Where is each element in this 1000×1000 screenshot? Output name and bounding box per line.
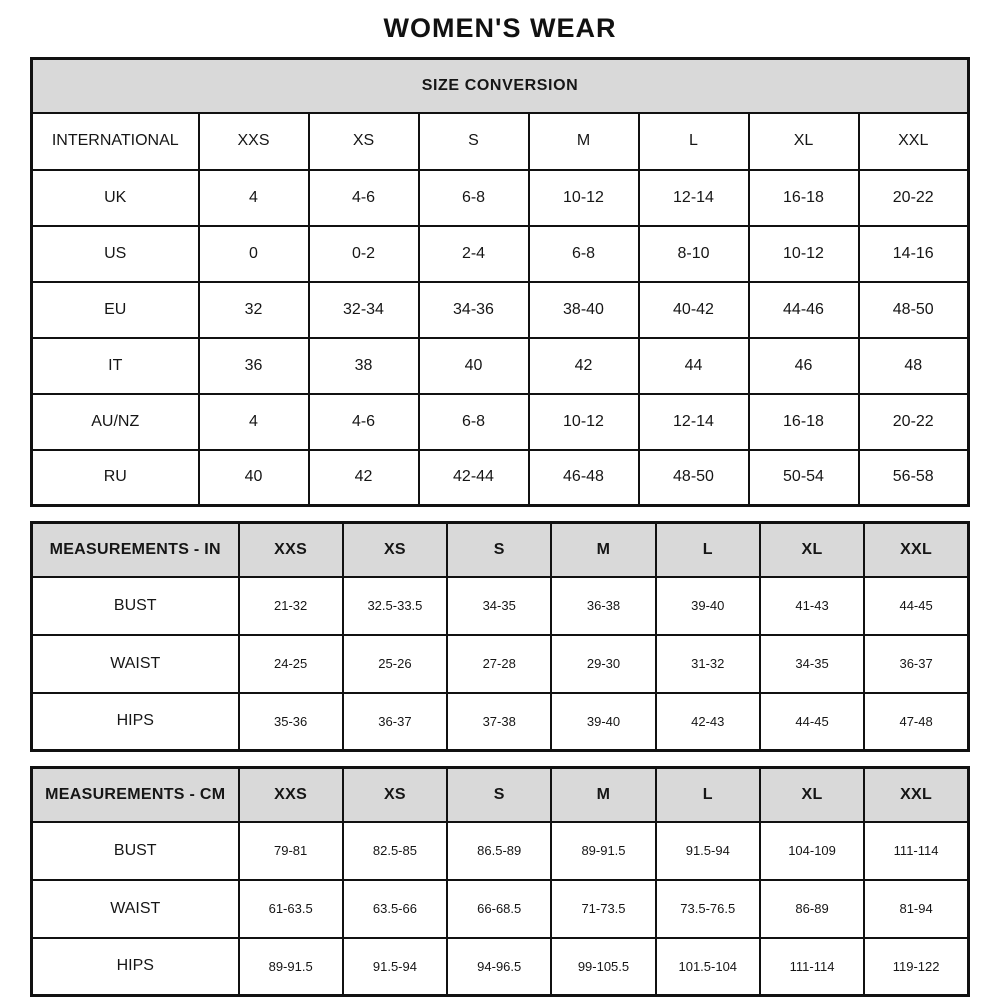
row-label: WAIST [32,880,239,938]
table-cell: 27-28 [447,635,551,693]
table-cell: 42-43 [656,693,760,751]
column-header: S [419,113,529,170]
table-row [32,768,969,822]
table-cell: 91.5-94 [343,938,447,996]
column-header: XS [309,113,419,170]
column-header: S [447,768,551,822]
column-header: M [529,113,639,170]
table-cell: 14-16 [859,226,969,282]
table-cell: 56-58 [859,450,969,506]
table-cell: 48 [859,338,969,394]
table-cell: 48-50 [639,450,749,506]
column-header: L [639,113,749,170]
table-cell: 10-12 [529,394,639,450]
table-cell: 36-38 [551,577,655,635]
table-cell: 63.5-66 [343,880,447,938]
table-cell: 4-6 [309,394,419,450]
table-cell: 38-40 [529,282,639,338]
table-cell: 66-68.5 [447,880,551,938]
measure-title: MEASUREMENTS - CM [32,768,239,822]
table-cell: 32.5-33.5 [343,577,447,635]
table-cell: 6-8 [419,394,529,450]
table-cell: 73.5-76.5 [656,880,760,938]
table-row [32,394,969,450]
table-cell: 6-8 [529,226,639,282]
row-label: BUST [32,577,239,635]
table-cell: 16-18 [749,170,859,226]
table-cell: 111-114 [760,938,864,996]
table-cell: 8-10 [639,226,749,282]
row-label: BUST [32,822,239,880]
table-cell: 12-14 [639,170,749,226]
table-cell: 34-36 [419,282,529,338]
table-cell: 79-81 [239,822,343,880]
table-cell: 37-38 [447,693,551,751]
table-cell: 34-35 [447,577,551,635]
table-cell: 42 [309,450,419,506]
table-row [32,938,969,996]
table-cell: 46 [749,338,859,394]
table-row [32,282,969,338]
column-header: XXS [239,768,343,822]
table-cell: 61-63.5 [239,880,343,938]
table-cell: 39-40 [656,577,760,635]
table-row [32,59,969,113]
column-header: XXL [864,768,968,822]
column-header: INTERNATIONAL [32,113,199,170]
column-header: XXS [239,523,343,577]
table-row [32,450,969,506]
row-label: HIPS [32,693,239,751]
table-cell: 46-48 [529,450,639,506]
table-row [32,693,969,751]
row-label: HIPS [32,938,239,996]
column-header: M [551,523,655,577]
measurements-in-table [30,521,970,752]
table-cell: 2-4 [419,226,529,282]
table-cell: 39-40 [551,693,655,751]
table-cell: 34-35 [760,635,864,693]
table-cell: 50-54 [749,450,859,506]
table-cell: 94-96.5 [447,938,551,996]
table-cell: 0 [199,226,309,282]
table-cell: 44-45 [760,693,864,751]
row-label: IT [32,338,199,394]
table-row [32,170,969,226]
table-cell: 29-30 [551,635,655,693]
table-row [32,226,969,282]
table-row [32,635,969,693]
table-row [32,880,969,938]
column-header: XL [760,768,864,822]
column-header: S [447,523,551,577]
table-cell: 42-44 [419,450,529,506]
table-cell: 91.5-94 [656,822,760,880]
table-cell: 40 [199,450,309,506]
table-cell: 16-18 [749,394,859,450]
table-cell: 12-14 [639,394,749,450]
measurements-cm-table [30,766,970,997]
table-cell: 4 [199,170,309,226]
row-label: US [32,226,199,282]
table-cell: 86.5-89 [447,822,551,880]
table-cell: 104-109 [760,822,864,880]
table-cell: 20-22 [859,170,969,226]
table-cell: 111-114 [864,822,968,880]
table-cell: 24-25 [239,635,343,693]
table-cell: 0-2 [309,226,419,282]
column-header: XS [343,768,447,822]
page-title: WOMEN'S WEAR [383,13,617,43]
table-cell: 99-105.5 [551,938,655,996]
column-header: XS [343,523,447,577]
row-label: RU [32,450,199,506]
table-cell: 71-73.5 [551,880,655,938]
table-cell: 41-43 [760,577,864,635]
table-row [32,577,969,635]
table-cell: 36-37 [343,693,447,751]
column-header: XXL [859,113,969,170]
table-cell: 35-36 [239,693,343,751]
size-conversion-table [30,57,970,507]
table-row [32,338,969,394]
row-label: WAIST [32,635,239,693]
column-header: XL [760,523,864,577]
table-cell: 4-6 [309,170,419,226]
table-cell: 101.5-104 [656,938,760,996]
table-cell: 81-94 [864,880,968,938]
table-cell: 47-48 [864,693,968,751]
table-cell: 36-37 [864,635,968,693]
size-conversion-title: SIZE CONVERSION [32,59,969,113]
table-cell: 21-32 [239,577,343,635]
table-row [32,822,969,880]
table-cell: 25-26 [343,635,447,693]
column-header: XL [749,113,859,170]
table-cell: 32-34 [309,282,419,338]
table-cell: 32 [199,282,309,338]
table-cell: 89-91.5 [551,822,655,880]
table-row [32,113,969,170]
column-header: L [656,523,760,577]
table-cell: 42 [529,338,639,394]
table-cell: 36 [199,338,309,394]
row-label: UK [32,170,199,226]
column-header: XXS [199,113,309,170]
column-header: XXL [864,523,968,577]
measure-title: MEASUREMENTS - IN [32,523,239,577]
table-cell: 4 [199,394,309,450]
column-header: L [656,768,760,822]
table-cell: 48-50 [859,282,969,338]
table-cell: 86-89 [760,880,864,938]
row-label: EU [32,282,199,338]
table-cell: 44-46 [749,282,859,338]
table-cell: 119-122 [864,938,968,996]
column-header: M [551,768,655,822]
table-cell: 40 [419,338,529,394]
table-row [32,523,969,577]
table-cell: 38 [309,338,419,394]
table-cell: 44-45 [864,577,968,635]
table-cell: 10-12 [529,170,639,226]
row-label: AU/NZ [32,394,199,450]
table-cell: 31-32 [656,635,760,693]
table-cell: 44 [639,338,749,394]
table-cell: 6-8 [419,170,529,226]
table-cell: 40-42 [639,282,749,338]
table-cell: 10-12 [749,226,859,282]
table-cell: 82.5-85 [343,822,447,880]
table-cell: 89-91.5 [239,938,343,996]
table-cell: 20-22 [859,394,969,450]
